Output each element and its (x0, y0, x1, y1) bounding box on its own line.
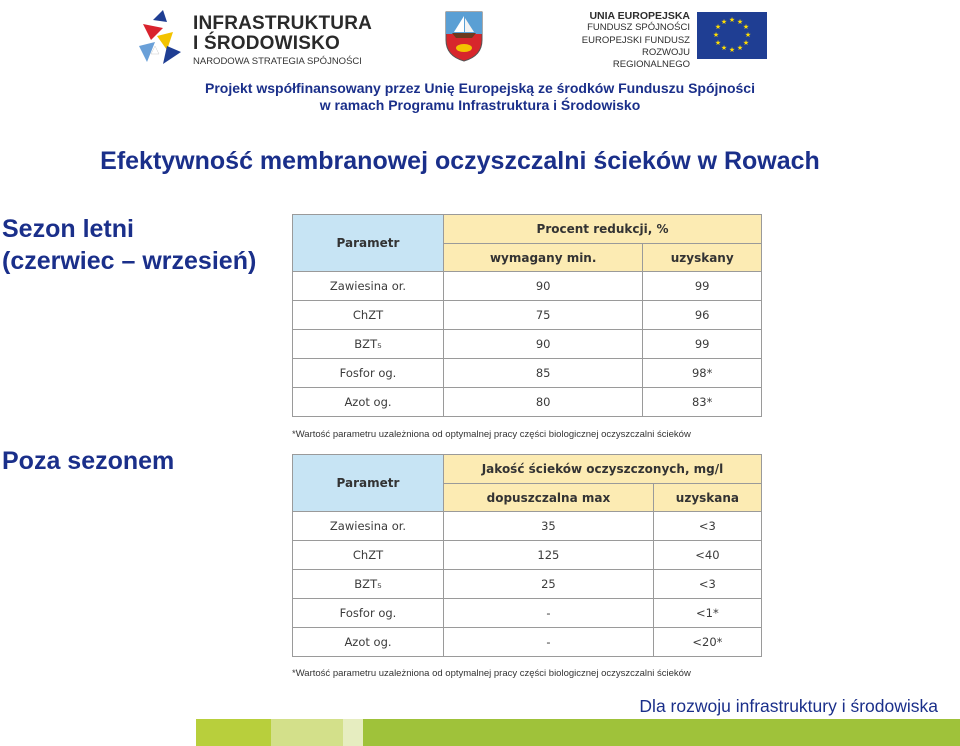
value-cell: <40 (653, 541, 761, 570)
svg-text:★: ★ (714, 23, 722, 31)
value-cell: 80 (444, 388, 643, 417)
value-cell: 35 (444, 512, 654, 541)
table-row (293, 512, 762, 541)
table-row (293, 388, 762, 417)
value-cell: <3 (653, 570, 761, 599)
value-cell: 96 (643, 301, 762, 330)
col-header-achieved: uzyskany (643, 244, 762, 272)
value-cell: - (444, 599, 654, 628)
footer-bar-segment (196, 719, 271, 746)
footer-slogan: Dla rozwoju infrastruktury i środowiska (639, 696, 938, 716)
svg-text:★: ★ (744, 31, 752, 39)
logo-infrastruktura-title: INFRASTRUKTURA I ŚRODOWISKO (193, 13, 373, 54)
logo-infrastruktura (133, 2, 373, 70)
svg-text:★: ★ (742, 39, 750, 47)
svg-text:★: ★ (720, 18, 728, 26)
svg-text:★: ★ (714, 39, 722, 47)
value-cell: 25 (444, 570, 654, 599)
value-cell: 99 (643, 272, 762, 301)
group-header: Procent redukcji, % (444, 215, 762, 244)
logo-ue-text: UNIA EUROPEJSKA FUNDUSZ SPÓJNOŚCI EUROPEJSKI FUNDUSZ ROZWOJU REGIONALNEGO (581, 10, 690, 71)
param-cell: BZT₅ (293, 570, 444, 599)
svg-text:★: ★ (720, 44, 728, 52)
value-cell: <3 (653, 512, 761, 541)
param-cell: Azot og. (293, 388, 444, 417)
logo-infrastruktura-subtitle: NARODOWA STRATEGIA SPÓJNOŚCI (193, 56, 362, 67)
table-row (293, 628, 762, 657)
param-cell: BZT₅ (293, 330, 444, 359)
col-header-required: wymagany min. (444, 244, 643, 272)
param-cell: Fosfor og. (293, 599, 444, 628)
col-header-achieved: uzyskana (653, 484, 761, 512)
svg-text:★: ★ (728, 16, 736, 24)
param-cell: ChZT (293, 301, 444, 330)
table-row (293, 599, 762, 628)
group-header: Jakość ścieków oczyszczonych, mg/l (444, 455, 762, 484)
municipal-crest-logo (444, 10, 484, 62)
footer-bar-segment (363, 719, 960, 746)
logo-unia-europejska (570, 10, 770, 71)
star-logo-icon (133, 2, 193, 70)
svg-text:★: ★ (728, 46, 736, 54)
param-cell: Zawiesina or. (293, 512, 444, 541)
footer-bar-segment (271, 719, 343, 746)
offseason-label: Poza sezonem (2, 447, 175, 475)
offseason-quality-table (292, 454, 762, 657)
svg-text:★: ★ (736, 18, 744, 26)
svg-text:★: ★ (736, 44, 744, 52)
value-cell: 85 (444, 359, 643, 388)
value-cell: <1* (653, 599, 761, 628)
summer-season-label: Sezon letni (czerwiec – wrzesień) (2, 215, 257, 275)
value-cell: 75 (444, 301, 643, 330)
table-row (293, 570, 762, 599)
param-cell: Zawiesina or. (293, 272, 444, 301)
cofinancing-text: Projekt współfinansowany przez Unię Europejską ze środków Funduszu Spójności (205, 80, 755, 96)
value-cell: 90 (444, 272, 643, 301)
value-cell: 99 (643, 330, 762, 359)
crest-icon (444, 10, 484, 62)
value-cell: 125 (444, 541, 654, 570)
table-row (293, 301, 762, 330)
svg-text:★: ★ (742, 23, 750, 31)
table-row (293, 359, 762, 388)
param-cell: ChZT (293, 541, 444, 570)
value-cell: 90 (444, 330, 643, 359)
summer-footnote: *Wartość parametru uzależniona od optymalnej pracy części biologicznej oczyszczalni ścieków (292, 429, 691, 440)
offseason-footnote: *Wartość parametru uzależniona od optymalnej pracy części biologicznej oczyszczalni ścieków (292, 668, 691, 679)
table-row (293, 541, 762, 570)
svg-text:★: ★ (712, 31, 720, 39)
param-header: Parametr (293, 455, 444, 512)
eu-flag-icon (697, 12, 767, 59)
col-header-allowed: dopuszczalna max (444, 484, 654, 512)
program-text: w ramach Programu Infrastruktura i Środowisko (319, 97, 641, 113)
value-cell: 83* (643, 388, 762, 417)
summer-reduction-table (292, 214, 762, 417)
param-cell: Fosfor og. (293, 359, 444, 388)
table-row (293, 272, 762, 301)
table-row (293, 330, 762, 359)
value-cell: - (444, 628, 654, 657)
param-cell: Azot og. (293, 628, 444, 657)
footer-bar-segment (343, 719, 363, 746)
value-cell: <20* (653, 628, 761, 657)
param-header: Parametr (293, 215, 444, 272)
slide-title: Efektywność membranowej oczyszczalni ścieków w Rowach (100, 147, 820, 175)
value-cell: 98* (643, 359, 762, 388)
